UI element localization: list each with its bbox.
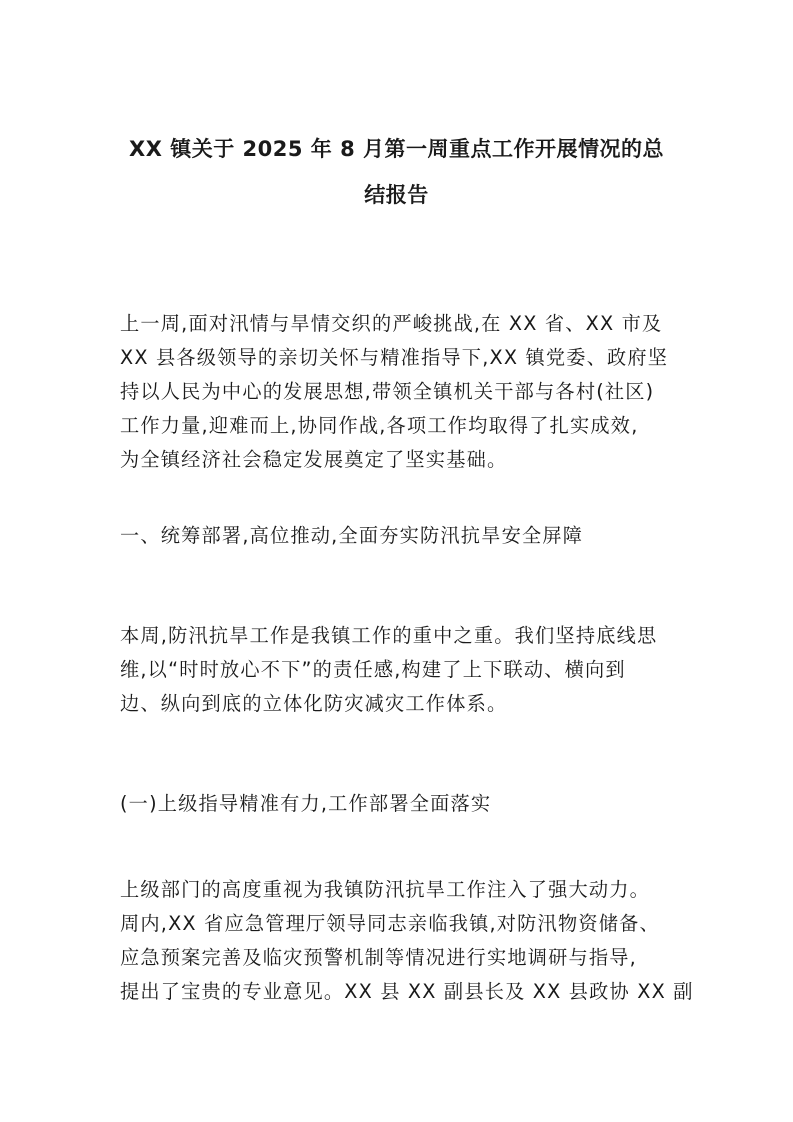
section-paragraph-line: 边、纵向到底的立体化防灾减灾工作体系。	[120, 692, 508, 715]
section-paragraph-line: 本周,防汛抗旱工作是我镇工作的重中之重。我们坚持底线思	[120, 624, 658, 647]
subsection-paragraph-line: 应急预案完善及临灾预警机制等情况进行实地调研与指导,	[120, 946, 637, 969]
intro-paragraph-line: 持以人民为中心的发展思想,带领全镇机关干部与各村(社区)	[120, 380, 655, 403]
document-title	[120, 126, 673, 218]
intro-paragraph-line: XX 县各级领导的亲切关怀与精准指导下,XX 镇党委、政府坚	[120, 346, 669, 369]
subsection-paragraph-line: 提出了宝贵的专业意见。XX 县 XX 副县长及 XX 县政协 XX 副	[120, 980, 694, 1003]
section-heading-1: 一、统筹部署,高位推动,全面夯实防汛抗旱安全屏障	[120, 524, 584, 547]
intro-paragraph-line: 为全镇经济社会稳定发展奠定了坚实基础。	[120, 448, 508, 471]
intro-paragraph-line: 上一周,面对汛情与旱情交织的严峻挑战,在 XX 省、XX 市及	[120, 312, 663, 335]
intro-paragraph-line: 工作力量,迎难而上,协同作战,各项工作均取得了扎实成效,	[120, 414, 639, 437]
subsection-paragraph-line: 上级部门的高度重视为我镇防汛抗旱工作注入了强大动力。	[120, 878, 651, 901]
title-line-1: XX 镇关于 2025 年 8 月第一周重点工作开展情况的总	[129, 137, 664, 161]
subsection-paragraph-line: 周内,XX 省应急管理厅领导同志亲临我镇,对防汛物资储备、	[120, 912, 660, 935]
subsection-heading-1: (一)上级指导精准有力,工作部署全面落实	[120, 792, 492, 815]
title-line-2: 结报告	[364, 183, 429, 207]
section-paragraph-line: 维,以“时时放心不下”的责任感,构建了上下联动、横向到	[120, 658, 626, 681]
